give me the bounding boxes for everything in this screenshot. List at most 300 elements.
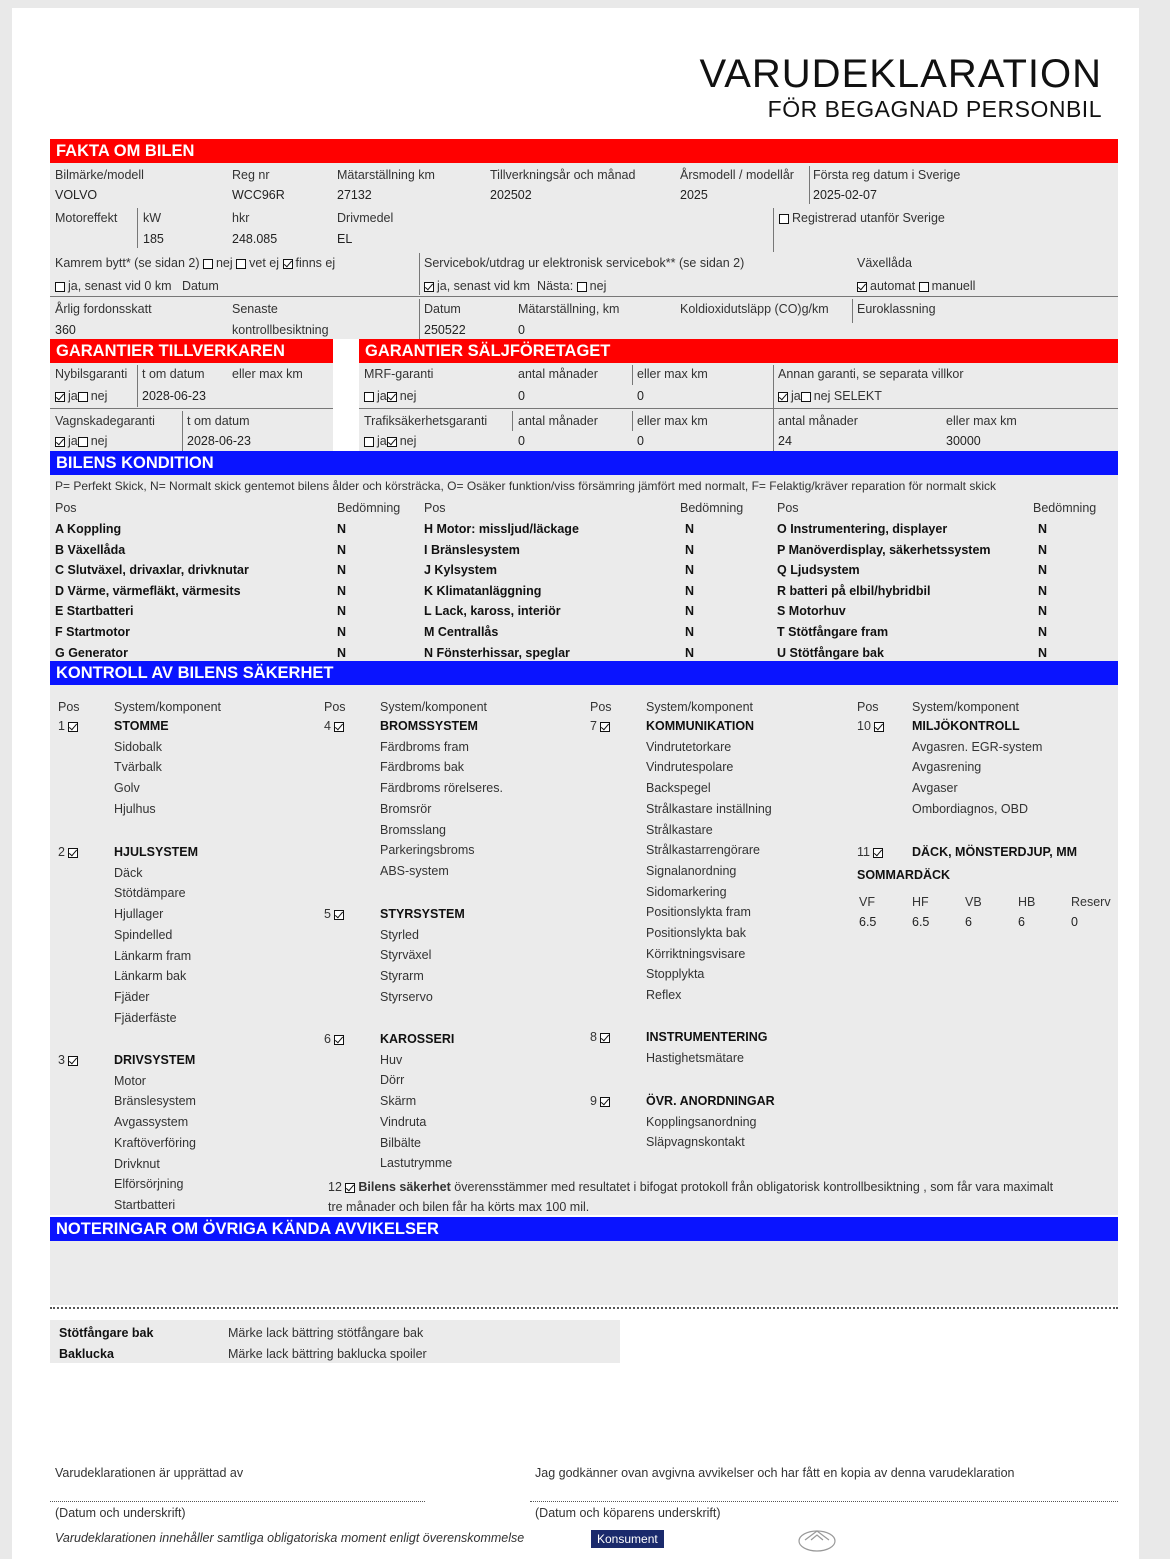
upprattad-av-label: Varudeklarationen är upprättad av [55, 1466, 244, 1480]
vagn-row [55, 434, 107, 448]
kondition-item-grade: N [1038, 522, 1048, 536]
vagn-nej-checkbox[interactable] [78, 437, 88, 447]
pos-number: 4 [324, 719, 331, 733]
annan-nej-label: nej SELEKT [813, 389, 882, 403]
servicebok-nasta-label: Nästa: [537, 279, 574, 293]
notering-text: Märke lack bättring stötfångare bak [228, 1326, 424, 1340]
kondition-item-name: K Klimatanläggning [424, 583, 542, 598]
safety-component: Länkarm bak [114, 969, 187, 984]
safety-component: Golv [114, 781, 140, 796]
kondition-item-grade: N [337, 645, 347, 660]
trafik-ja-checkbox[interactable] [364, 437, 374, 447]
vaxel-manuell-checkbox[interactable] [919, 282, 929, 292]
safety-component: Färdbroms rörelseres. [380, 781, 503, 796]
safety-component: Strålkastare [646, 822, 713, 837]
document-title: VARUDEKLARATION [699, 52, 1102, 96]
safety-group-checkbox[interactable] [68, 848, 78, 858]
kondition-item-name: M Centrallås [424, 625, 499, 639]
safety-component: Hjullager [114, 907, 164, 922]
vaxellada-label: Växellåda [857, 256, 912, 270]
annan-row [778, 389, 882, 403]
kondition-item-grade: N [685, 625, 695, 639]
sakerhet-system-label: System/komponent [912, 700, 1019, 714]
section-kondition-heading: BILENS KONDITION [50, 451, 1118, 475]
tyre-position-label: VF [859, 895, 875, 909]
safety-group-checkbox[interactable] [600, 1097, 610, 1107]
kondition-item-name: G Generator [55, 645, 128, 660]
servicebok-ja-label: ja, senast vid km [437, 279, 531, 293]
konsument-logo: Konsument [591, 1530, 664, 1548]
safety-group-pos [590, 1030, 613, 1044]
divider [419, 296, 1118, 297]
safety-group-title: DRIVSYSTEM [114, 1053, 196, 1067]
nybil-datum-value: 2028-06-23 [142, 389, 206, 403]
kamrem-datum-label: Datum [181, 279, 219, 293]
motoreffekt-label: Motoreffekt [55, 211, 118, 225]
notering-label: Stötfångare bak [59, 1326, 154, 1340]
matarstallning2-label: Mätarställning, km [518, 302, 620, 316]
vaxel-manuell-label: manuell [931, 279, 976, 293]
pos-number: 3 [58, 1053, 65, 1067]
signature-line[interactable] [50, 1501, 425, 1502]
bilmarke-label: Bilmärke/modell [55, 168, 144, 182]
safety-component: Parkeringsbroms [380, 843, 475, 858]
safety-component: Positionslykta bak [646, 926, 747, 940]
vagnskadegaranti-label: Vagnskadegaranti [55, 414, 155, 428]
safety-group-title: DÄCK, MÖNSTERDJUP, MM [912, 845, 1078, 859]
kondition-item-grade: N [337, 522, 347, 536]
safety-component: Däck [114, 865, 143, 880]
datum-label: Datum [424, 302, 461, 316]
safety-group-title: KAROSSERI [380, 1032, 455, 1046]
kamrem-vetej-label: vet ej [249, 256, 280, 270]
hkr-value: 248.085 [232, 232, 278, 246]
safety-component: Kopplingsanordning [646, 1114, 757, 1129]
tyre-position-label: HB [1018, 895, 1036, 909]
trafik-antal-value: 0 [518, 434, 525, 448]
trafik-max-label: eller max km [637, 414, 708, 428]
servicebok-label: Servicebok/utdrag ur elektronisk servicebok** (se sidan 2) [424, 256, 745, 270]
kontrollbesiktning-label: kontrollbesiktning [232, 323, 329, 337]
safety-component: Bränslesystem [114, 1094, 196, 1109]
kondition-item-name: B Växellåda [55, 542, 126, 557]
checkbox-icon[interactable] [779, 214, 789, 224]
pos-number: 11 [857, 845, 870, 859]
safety-component: Avgasrening [912, 760, 982, 775]
safety-group-checkbox[interactable] [874, 722, 884, 732]
divider [419, 299, 420, 339]
safety-group-checkbox[interactable] [68, 1056, 78, 1066]
kamrem-vetej-checkbox[interactable] [236, 259, 246, 269]
nybilsgaranti-label: Nybilsgaranti [55, 367, 128, 381]
safety-group-title: MILJÖKONTROLL [912, 719, 1020, 733]
safety-group-pos [857, 719, 887, 733]
safety-group-pos [324, 719, 347, 733]
nybil-row [55, 389, 107, 403]
safety-component: Avgassystem [114, 1115, 189, 1130]
annan-garanti-label: Annan garanti, se separata villkor [778, 367, 964, 381]
matarstallning-value: 27132 [337, 188, 372, 202]
kamrem-nej-label: nej [215, 256, 233, 270]
skatt-value: 360 [55, 323, 76, 337]
tyre-position-label: HF [912, 895, 929, 909]
buyer-signature-caption: (Datum och köparens underskrift) [535, 1506, 721, 1520]
safety-component: Körriktningsvisare [646, 946, 746, 961]
kondition-item-grade: N [685, 583, 695, 598]
bilens-sakerhet-checkbox[interactable] [345, 1183, 355, 1193]
safety-group-title: BROMSSYSTEM [380, 719, 478, 733]
safety-component: Bromsslang [380, 822, 446, 837]
kondition-item-name: F Startmotor [55, 625, 130, 639]
kondition-item-grade: N [1038, 604, 1048, 619]
safety-group-title: STYRSYSTEM [380, 907, 465, 921]
divider [809, 166, 810, 204]
safety-component: Styrled [380, 927, 419, 942]
safety-component: Dörr [380, 1073, 405, 1088]
section-fakta-heading: FAKTA OM BILEN [50, 139, 1118, 163]
safety-group-checkbox[interactable] [600, 1033, 610, 1043]
bilmarke-value: VOLVO [55, 188, 98, 202]
safety-component: Stopplykta [646, 967, 705, 982]
tyre-position-label: VB [965, 895, 982, 909]
safety-component: Styrservo [380, 989, 433, 1004]
kondition-item-name: H Motor: missljud/läckage [424, 522, 579, 536]
safety-component: Lastutrymme [380, 1156, 453, 1171]
safety-group-checkbox[interactable] [68, 722, 78, 732]
safety-group-pos [58, 845, 81, 859]
matarstallning-label: Mätarställning km [337, 168, 435, 182]
kondition-item-grade: N [685, 542, 695, 557]
safety-component: Avgaser [912, 781, 958, 796]
nybil-ja-label: ja [68, 389, 78, 403]
nybil-nej-label: nej [90, 389, 108, 403]
servicebok-row [424, 279, 606, 293]
kondition-item-grade: N [1038, 625, 1048, 639]
footer-note: Varudeklarationen innehåller samtliga obligatoriska moment enligt överenskommelse [55, 1531, 525, 1545]
nybil-nej-checkbox[interactable] [78, 392, 88, 402]
mrf-row [364, 389, 416, 403]
safety-component: Spindelled [114, 927, 173, 942]
section-noteringar-heading: NOTERINGAR OM ÖVRIGA KÄNDA AVVIKELSER [50, 1217, 1118, 1241]
kondition-pos-label: Pos [424, 501, 446, 515]
safety-component: Länkarm fram [114, 948, 192, 963]
hkr-label: hkr [232, 211, 250, 225]
notering-label: Baklucka [59, 1347, 114, 1361]
kamrem-ja-checkbox[interactable] [55, 282, 65, 292]
nybil-tom-label: t om datum [142, 367, 205, 381]
datum-value: 250522 [424, 323, 466, 337]
kamrem-finnsej-label: finns ej [295, 256, 336, 270]
mrf-nej-checkbox[interactable] [387, 392, 397, 402]
safety-component: Avgasren. EGR-system [912, 739, 1043, 754]
safety-group-checkbox[interactable] [873, 848, 883, 858]
divider [137, 208, 138, 248]
safety-group-checkbox[interactable] [334, 1035, 344, 1045]
divider [419, 253, 420, 295]
kondition-item-name: S Motorhuv [777, 604, 846, 619]
document-page [12, 8, 1139, 1559]
divider [50, 296, 419, 297]
mrf-antal-value: 0 [518, 389, 525, 403]
annan-max-value: 30000 [946, 434, 981, 448]
dotted-divider [50, 1307, 1118, 1309]
divider [773, 208, 774, 252]
safety-component: Elförsörjning [114, 1177, 184, 1192]
kondition-item-name: E Startbatteri [55, 604, 134, 619]
tyre-depth-value: 6 [965, 915, 972, 929]
buyer-signature-line[interactable] [530, 1501, 1118, 1502]
safety-component: Hastighetsmätare [646, 1050, 744, 1065]
safety-component: Styrväxel [380, 948, 432, 963]
kondition-item-name: Q Ljudsystem [777, 563, 860, 578]
tyre-position-label: Reserv [1071, 895, 1111, 909]
trafik-ja-label: ja [377, 434, 387, 448]
section-garanti-saljforetaget-heading: GARANTIER SÄLJFÖRETAGET [359, 339, 1118, 363]
safety-group-pos [590, 719, 613, 733]
safety-component: Signalanordning [646, 863, 737, 878]
safety-component: ABS-system [380, 863, 449, 878]
reg-utanfor-checkbox[interactable] [779, 211, 945, 225]
kamrem-label: Kamrem bytt* (se sidan 2) [55, 256, 200, 270]
safety-component: Backspegel [646, 781, 711, 796]
trafik-nej-label: nej [399, 434, 417, 448]
annan-max-label: eller max km [946, 414, 1017, 428]
kondition-legend: P= Perfekt Skick, N= Normalt skick gentemot bilens ålder och körsträcka, O= Osäker funktion/viss försämring jämfört med normalt, F= Felaktig/kräver reparation för normalt skick [55, 479, 997, 493]
safety-component: Ombordiagnos, OBD [912, 801, 1029, 816]
safety-component: Reflex [646, 988, 682, 1003]
noteringar-panel [50, 1241, 1118, 1305]
safety-component: Skärm [380, 1094, 417, 1109]
document-subtitle: FÖR BEGAGNAD PERSONBIL [767, 96, 1102, 122]
safety-component: Bromsrör [380, 801, 432, 816]
tyre-depth-value: 0 [1071, 915, 1078, 929]
vaxellada-row [857, 279, 975, 293]
kondition-item-grade: N [1038, 583, 1048, 598]
sakerhet-pos-label: Pos [58, 700, 80, 714]
bilens-sakerhet-bold: Bilens säkerhet [358, 1180, 451, 1194]
servicebok-ja-checkbox[interactable] [424, 282, 434, 292]
annan-nej-checkbox[interactable] [801, 392, 811, 402]
kondition-item-name: N Fönsterhissar, speglar [424, 645, 570, 660]
pos-number: 6 [324, 1032, 331, 1046]
divider [512, 411, 513, 431]
kondition-pos-label: Pos [55, 501, 77, 515]
pos-number: 10 [857, 719, 871, 733]
kamrem-nej-checkbox[interactable] [203, 259, 213, 269]
vagn-ja-checkbox[interactable] [55, 437, 65, 447]
vagn-ja-label: ja [68, 434, 78, 448]
safety-component: Färdbroms fram [380, 739, 469, 754]
trafik-label: Trafiksäkerhetsgaranti [364, 414, 488, 428]
reg-utanfor-label: Registrerad utanför Sverige [792, 211, 945, 225]
kondition-item-name: O Instrumentering, displayer [777, 522, 948, 536]
divider [137, 365, 138, 407]
kamrem-ja-row [55, 279, 219, 293]
sakerhet-system-label: System/komponent [646, 700, 753, 714]
trafik-max-value: 0 [637, 434, 644, 448]
pos-number: 2 [58, 845, 65, 859]
euroklass-label: Euroklassning [857, 302, 936, 316]
vaxel-automat-label: automat [870, 279, 916, 293]
kondition-item-name: P Manöverdisplay, säkerhetssystem [777, 542, 991, 557]
safety-component: Strålkastare inställning [646, 801, 772, 816]
sakerhet-pos-label: Pos [590, 700, 612, 714]
pos-number: 8 [590, 1030, 597, 1044]
mrf-antal-label: antal månader [518, 367, 598, 381]
trafik-nej-checkbox[interactable] [387, 437, 397, 447]
divider [359, 408, 1118, 409]
pos-number: 1 [58, 719, 65, 733]
safety-group-checkbox[interactable] [600, 722, 610, 732]
vaxel-automat-checkbox[interactable] [857, 282, 867, 292]
kondition-item-name: I Bränslesystem [424, 542, 520, 557]
skatt-label: Årlig fordonsskatt [55, 302, 152, 316]
safety-component: Hjulhus [114, 801, 156, 816]
safety-group-title: INSTRUMENTERING [646, 1030, 768, 1044]
divider [50, 408, 333, 409]
kondition-bedomning-label: Bedömning [337, 501, 401, 515]
safety-group-pos [324, 907, 347, 921]
kondition-bedomning-label: Bedömning [1033, 501, 1097, 515]
co2-label: Koldioxidutsläpp (CO)g/km [680, 302, 829, 316]
kondition-item-grade: N [337, 604, 347, 619]
vagn-tom-label: t om datum [187, 414, 250, 428]
servicebok-nej-label: nej [589, 279, 607, 293]
safety-component: Styrarm [380, 969, 424, 984]
safety-group-title: ÖVR. ANORDNINGAR [646, 1094, 775, 1108]
sakerhet-system-label: System/komponent [380, 700, 487, 714]
kondition-item-grade: N [685, 563, 695, 578]
kamrem-finnsej-checkbox[interactable] [283, 259, 293, 269]
safety-group-checkbox[interactable] [334, 910, 344, 920]
sakerhet-pos-label: Pos [857, 700, 879, 714]
tyre-depth-value: 6.5 [859, 915, 877, 929]
mrf-ja-label: ja [377, 389, 387, 403]
safety-component: Kraftöverföring [114, 1135, 196, 1150]
safety-group-pos [590, 1094, 613, 1108]
safety-component: Sidobalk [114, 739, 162, 754]
kondition-item-grade: N [337, 625, 347, 639]
signature-caption: (Datum och underskrift) [55, 1506, 186, 1520]
safety-group-pos [58, 719, 81, 733]
kondition-item-name: R batteri på elbil/hybridbil [777, 583, 931, 598]
kondition-item-grade: N [1038, 563, 1048, 578]
safety-component: Färdbroms bak [380, 760, 465, 775]
kondition-pos-label: Pos [777, 501, 799, 515]
tyre-depth-value: 6 [1018, 915, 1025, 929]
safety-component: Bilbälte [380, 1135, 421, 1150]
regnr-label: Reg nr [232, 168, 270, 182]
sakerhet-pos-label: Pos [324, 700, 346, 714]
trafik-antal-label: antal månader [518, 414, 598, 428]
matarstallning2-value: 0 [518, 323, 525, 337]
emblem-icon [797, 1526, 837, 1557]
kondition-item-name: J Kylsystem [424, 563, 497, 578]
notering-text: Märke lack bättring baklucka spoiler [228, 1347, 427, 1361]
kondition-item-grade: N [337, 563, 347, 578]
annan-antal-value: 24 [778, 434, 792, 448]
mrf-ja-checkbox[interactable] [364, 392, 374, 402]
bilens-sakerhet-row [328, 1180, 1053, 1194]
section-sakerhet-heading: KONTROLL AV BILENS SÄKERHET [50, 661, 1118, 685]
safety-group-pos [324, 1032, 347, 1046]
bilens-sakerhet-text2: tre månader och bilen får ha körts max 100 mil. [328, 1200, 590, 1214]
nybil-ja-checkbox[interactable] [55, 392, 65, 402]
tillverkning-value: 202502 [490, 188, 532, 202]
divider [632, 365, 633, 385]
safety-component: Vindrutespolare [646, 760, 734, 775]
kw-label: kW [143, 211, 162, 225]
kondition-item-grade: N [337, 583, 347, 598]
kondition-item-grade: N [1038, 645, 1048, 660]
godkanner-label: Jag godkänner ovan avgivna avvikelser och har fått en kopia av denna varudeklaration [535, 1466, 1015, 1480]
tillverkning-label: Tillverkningsår och månad [490, 168, 636, 182]
mrf-label: MRF-garanti [364, 367, 434, 381]
kondition-item-grade: N [337, 542, 347, 557]
safety-component: Släpvagnskontakt [646, 1135, 745, 1150]
forsta-reg-label: Första reg datum i Sverige [813, 168, 961, 182]
safety-component: Tvärbalk [114, 760, 162, 775]
kondition-item-name: A Koppling [55, 522, 122, 536]
arsmodell-label: Årsmodell / modellår [680, 168, 794, 182]
annan-ja-label: ja [791, 389, 801, 403]
pos-number: 7 [590, 719, 597, 733]
kondition-item-name: T Stötfångare fram [777, 625, 889, 639]
safety-group-pos [58, 1053, 81, 1067]
pos-number: 9 [590, 1094, 597, 1108]
tyre-depth-value: 6.5 [912, 915, 930, 929]
safety-group-title: HJULSYSTEM [114, 845, 199, 859]
kondition-item-name: L Lack, kaross, interiör [424, 604, 561, 619]
safety-component: Startbatteri [114, 1197, 176, 1212]
safety-component: Vindrutetorkare [646, 739, 732, 754]
annan-ja-checkbox[interactable] [778, 392, 788, 402]
annan-antal-label: antal månader [778, 414, 858, 428]
mrf-max-label: eller max km [637, 367, 708, 381]
kondition-item-name: C Slutväxel, drivaxlar, drivknutar [55, 563, 249, 578]
safety-group-checkbox[interactable] [334, 722, 344, 732]
divider [182, 411, 183, 451]
vagn-nej-label: nej [90, 434, 108, 448]
kondition-item-grade: N [685, 522, 695, 536]
mrf-nej-label: nej [399, 389, 417, 403]
drivmedel-value: EL [337, 232, 353, 246]
safety-component: Strålkastarrengörare [646, 843, 760, 858]
servicebok-nej-checkbox[interactable] [577, 282, 587, 292]
drivmedel-label: Drivmedel [337, 211, 394, 225]
pos-number: 5 [324, 907, 331, 921]
sakerhet-system-label: System/komponent [114, 700, 221, 714]
divider [852, 299, 853, 323]
mrf-max-value: 0 [637, 389, 644, 403]
kondition-item-name: U Stötfångare bak [777, 645, 884, 660]
kamrem-ja-label: ja, senast vid 0 km [68, 279, 172, 293]
section-garanti-tillverkaren-heading: GARANTIER TILLVERKAREN [50, 339, 333, 363]
bilens-sakerhet-text: överensstämmer med resultatet i bifogat protokoll från obligatorisk kontrollbesiktning , som får vara maximalt [450, 1180, 1054, 1194]
kamrem-row [55, 256, 335, 270]
kondition-item-grade: N [1038, 542, 1048, 557]
safety-group-title: KOMMUNIKATION [646, 719, 755, 733]
pos-number: 12 [328, 1180, 342, 1194]
safety-component: Huv [380, 1052, 403, 1067]
nybil-max-label: eller max km [232, 367, 303, 381]
safety-component: Fjäderfäste [114, 1010, 177, 1025]
regnr-value: WCC96R [232, 188, 285, 202]
safety-component: Sidomarkering [646, 884, 727, 899]
kondition-item-name: D Värme, värmefläkt, värmesits [55, 583, 241, 598]
kondition-item-grade: N [685, 645, 695, 660]
safety-component: Vindruta [380, 1114, 427, 1129]
